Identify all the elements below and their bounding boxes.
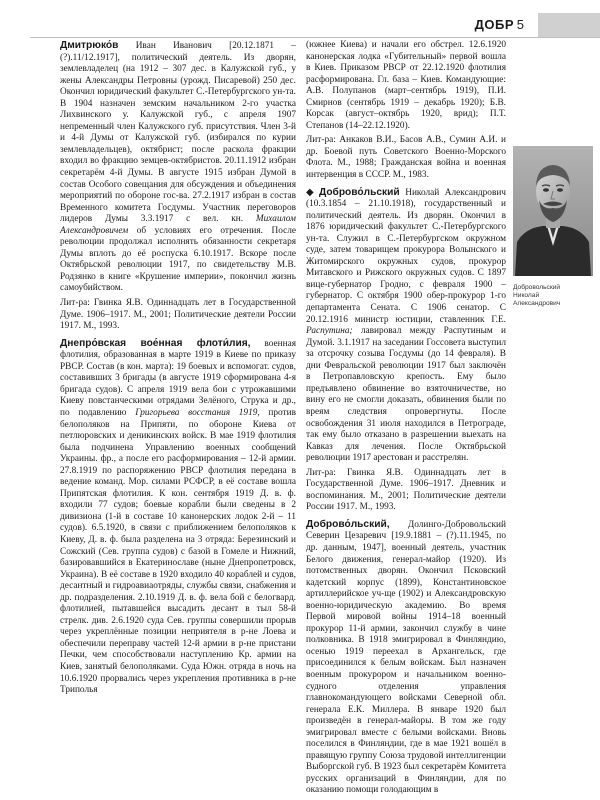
entry-text-tail: против белополяков на Припяти, по обороне Киева от петлюровских и деникинских войск. В мае 1919 флотилия была подчинена Управлению военных сообщений Украины. фр., а после его расформирования – 12-й армии. 27.8.1919 по распоряжению РВСР флотилия передана в ведение команд. Мор. силами РСФСР, в её составе вошла Припятская флотилия. К кон. сентября 1919 Д. в. ф. входили 77 судов; боевые корабли были сведены в 2 дивизиона (1-й в составе 10 канонерских лодок 2-й – 11 судов). 6.5.1920, в связи с приближением белополяков к Киеву, Д. в. ф. была разделена на 3 отряда: Березинский и Сожский (Сев. группа судов) с базой в Гомеле и Нижний, базировавшийся в Екатеринославе (ныне Днепропетровск, Украина). В её составе в 1920 входило 40 кораблей и судов, десантный и гидроавиаотряды, службы связи, снабжения и др. подразделения. 2.10.1919 Д. в. ф. вела бой с белогвард. флотилией, пытавшейся высадить десант в тыл 58-й стрелк. див. 2.6.1920 суда Сев. группы совершили прорыв через укреплённые позиции неприятеля в р-не Лоева и обеспечили переправу частей 12-й армии в р-не пристани Печки, чем способствовали наступлению Кр. армии на Киев, занятый белополяками. Суда Южн. отряда в ночь на 10.6.1920 прорвались через укрепления противника в р-не Триполья <box>60 407 296 696</box>
entry-text: Лит-ра: Гвинка Я.В. Одиннадцать лет в Государственной Думе. 1906–1917. М., 2001; Политические деятели России 1917. М., 1993. <box>60 298 296 332</box>
portrait-caption <box>513 284 593 308</box>
headword: Доброво́льский, <box>306 518 390 530</box>
entry-dmitryukov <box>60 40 296 295</box>
page-header <box>0 13 600 37</box>
portrait-photo <box>513 146 593 276</box>
literature-note <box>60 298 296 333</box>
entry-text: Николай Александрович (10.3.1854 – 21.10.1918), государственный и политический деятель. Из дворян. Окончил в 1876 юридический факультет С.-Петербургского ун-та. Служил в С.-Петербургском окружном суде, затем товарищем прокурора Волынского и Житомирского окружных судов, прокурор Митавского и Рижского окружных судов. С 1897 вице-губернатор Гродно, с февраля 1900 – губернатор. С октября 1900 обер-прокурор 1-го департамента Сената. С 1906 сенатор. С 20.12.1916 министр юстиции, ставленник Г.Е. <box>306 187 506 325</box>
entry-italic-text: Григорьева восстания 1919, <box>135 407 260 418</box>
entry-italic-text: Михаилом Александровичем <box>60 214 296 236</box>
entry-dobrovolsky-nikolay <box>306 187 506 465</box>
entry-text: Лит-ра: Анкаков В.И., Басов А.В., Сумин А.И. и др. Боевой путь Советского Военно-Морского Флота. М., 1988; Гражданская война и военная интервенция в СССР. М., 1983. <box>306 135 506 181</box>
headword: Днепро́вская вое́нная флоти́лия, <box>60 337 251 349</box>
entry-text: (южнее Киева) и начали его обстрел. 12.6.1920 канонерская лодка «Губительный» первой вошла в Киев. Приказом РВСР от 22.12.1920 флотилия расформирована. Гл. база – Киев. Командующие: А.В. Полупанов (март–сентябрь 1919), П.И. Смирнов (сентябрь 1919 – декабрь 1920); Б.В. Корсак (август–октябрь 1920, врид); П.Т. Степанов (14–22.12.1920). <box>306 40 506 131</box>
entry-text: Лит-ра: Гвинка Я.В. Одиннадцать лет в Государственной Думе. 1906–1917. Дневник и воспоминания. М., 2001; Политические деятели России 1917. М., 1993. <box>306 467 506 513</box>
entry-dobrovolsky-severin <box>306 519 506 797</box>
entry-dnieper-flotilla <box>60 338 296 697</box>
running-head-label: ДОБР <box>474 17 514 32</box>
right-column <box>306 40 506 800</box>
caption-line: Александрович <box>513 300 561 307</box>
literature-note <box>306 135 506 181</box>
entry-text-tail: лавировал между Распутиным и Думой. 3.1.1917 на заседании Госсовета выступил за отсрочку созыва Госдумы (до 14 февраля). В дни Февральской революции 1917 был заключён в Петропавловскую крепость. Ему было предъявлено обвинение во взяточничестве, но вину его не смогли доказать, обвинения были по вреям следствия опровергнуты. После освобождения 31 июля находился в Петрограде, так ему было отказано в разрешении выехать на Кавказ для лечения. После Октябрьской революции 1917 арестован и расстрелян. <box>306 326 506 464</box>
portrait-marker-icon: ◆ <box>306 186 317 198</box>
headword: Дмитрюко́в <box>60 40 119 51</box>
entry-text: Долинго-Добровольский Северин Цезаревич [19.9.1881 – (?).11.1945, по др. данным, 1947], военный деятель, участник Белого движения, генерал-майор (1920). Из потомственных дворян. Окончил Псковский кадетский корпус (1899), Константиновское артиллерийское уч-ще (1902) и Александровскую военно-юридическую академию. Во время Первой мировой войны 1914–18 военный прокурор 11-й армии, закончил службу в чине полковника. В 1918 эмигрировал в Финляндию, осенью 1919 переехал в Архангельск, где присоединился к белым войскам. Был назначен военным прокурором и начальником военно-судного отделения управления главнокомандующего войсками Северной обл. генерала Е.К. Миллера. В январе 1920 был произведён в генерал-майоры. В том же году эмигрировал вместе с белыми войсками. Вновь поселился в Финляндии, где в мае 1921 вошёл в правящую группу Союза трудовой интеллигенции Выборгской губ. В 1923 был секретарём Комитета русских организаций в Финляндии, для по оказанию помощи голодающим в <box>306 519 507 796</box>
header-rule <box>30 37 600 38</box>
header-tab <box>538 13 600 37</box>
page-number: 5 <box>516 17 524 32</box>
entry-flotilla-continued <box>306 40 506 132</box>
entry-text: Иван Иванович [20.12.1871 – (?).11/12.1917], политический деятель. Из дворян, землевладелец (на 1912 – 307 дес. в Калужской губ., у жены Александры Петровны (урожд. Писаревой) 250 дес. Окончил юридический факультет С.-Петербургского ун-та. В 1904 назначен земским начальником 2-го участка Лихвинского у. Калужской губ., с апреля 1907 непременный член Калужского губ. присутствия. Член 3-й и 4-й Думы от Калужской губ. (избирался по курии землевладельцев), октябрист; после раскола фракции входил во фракцию земцев-октябристов. 20.11.1912 избран секретарём 4-й Думы. В августе 1915 избран Думой в состав Особого совещания для обсуждения и объединения мероприятий по обороне гос-ва. 27.2.1917 избран в состав Временного комитета Госдумы. Участник переговоров лидеров Думы 3.3.1917 с вел. кн. <box>60 41 296 225</box>
caption-line: Добровольский <box>513 284 561 291</box>
literature-note <box>306 468 506 514</box>
entry-text-tail: об условиях его отречения. После революции продолжал исполнять обязанности секретаря Думы вплоть до её роспуска 6.10.1917. Вскоре после Октябрьской революции 1917, по свидетельству М.В. Родзянко в книге «Крушение империи», покончил жизнь самоубийством. <box>60 225 296 294</box>
portrait-block <box>513 146 593 308</box>
headword: Доброво́льский <box>318 186 400 198</box>
entry-text: военная флотилия, образованная в марте 1919 в Киеве по приказу РВСР. Состав (в кон. марта): 19 боевых и вспомогат. судов, составивших 3 бригады (в августе 1919 сформирована 4-я бригада судов). С апреля 1919 вела бои с утрожавшими Киеву повстанческими отрядами Зелёного, Струка и др., по подавлению <box>60 338 296 418</box>
left-column <box>60 40 296 700</box>
entry-italic-text: Распутина; <box>306 326 353 337</box>
portrait-image <box>513 146 593 276</box>
caption-line: Николай <box>513 292 540 299</box>
